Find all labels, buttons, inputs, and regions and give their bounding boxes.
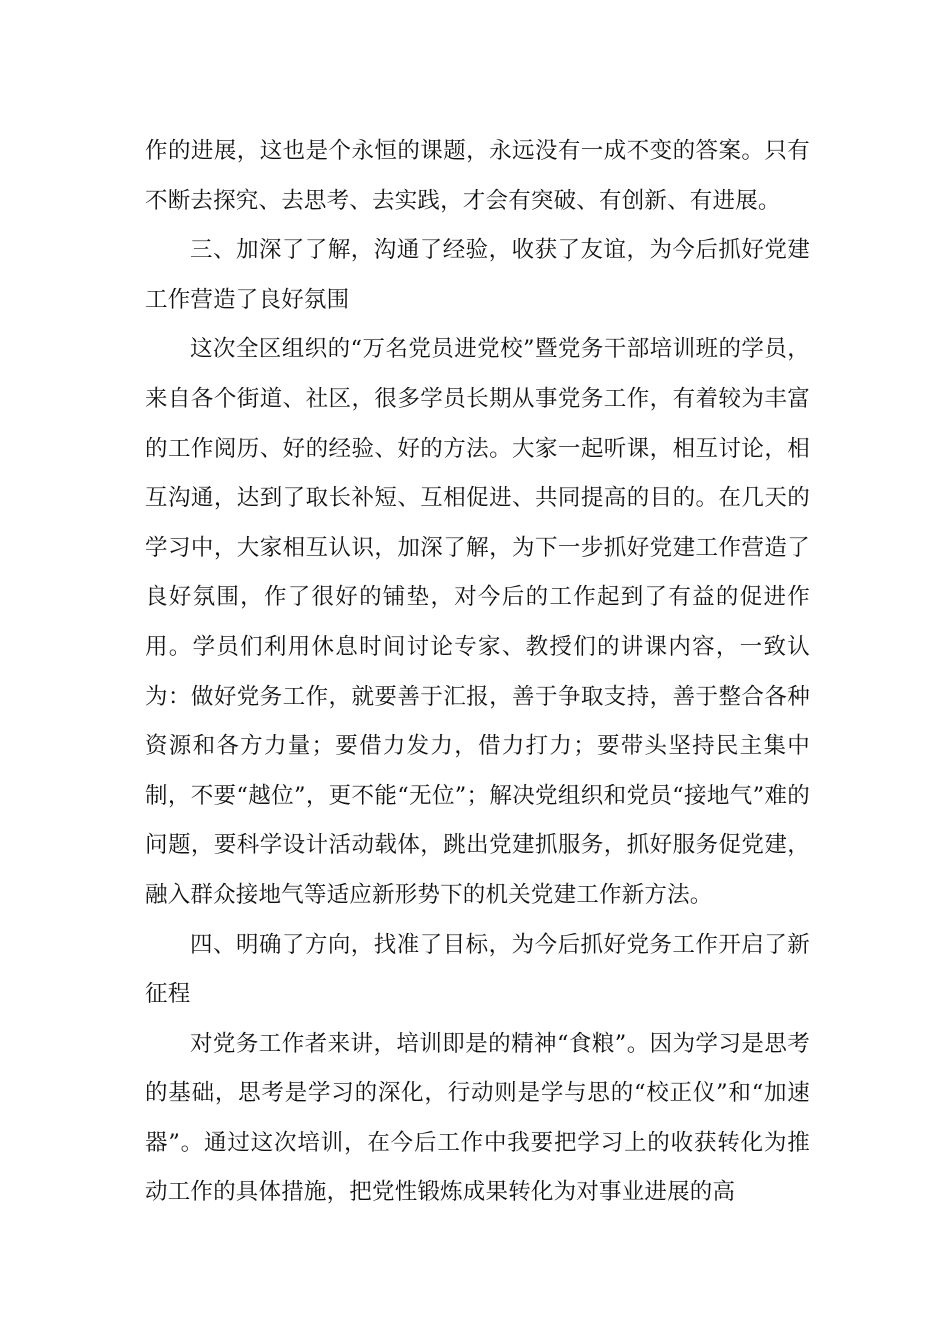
section-heading-four: 四、明确了方向，找准了目标，为今后抓好党务工作开启了新征程 [145,931,810,1008]
section-heading-three: 三、加深了了解，沟通了经验，收获了友谊，为今后抓好党建工作营造了良好氛围 [145,237,810,313]
paragraph-training-exchange: 这次全区组织的“万名党员进党校”暨党务干部培训班的学员，来自各个街道、社区，很多学员长期从事党务工作，有着较为丰富的工作阅历、好的经验、好的方法。大家一起听课，相互讨论，相互沟通，达到了取长补短、互相促进、共同提高的目的。在几天的学习中，大家相互认识，加深了解，为下一步抓好党建工作营造了良好氛围，作了很好的铺垫，对今后的工作起到了有益的促进作用。学员们利用休息时间讨论专家、教授们的讲课内容，一致认为：做好党务工作，就要善于汇报，善于争取支持，善于整合各种资源和各方力量；要借力发力，借力打力；要带头坚持民主集中制，不要“越位”，更不能“无位”；解决党组织和党员“接地气”难的问题，要科学设计活动载体，跳出党建抓服务，抓好服务促党建，融入群众接地气等适应新形势下的机关党建工作新方法。 [145,336,810,908]
document-body [145,127,810,1218]
paragraph-continuation: 作的进展，这也是个永恒的课题，永远没有一成不变的答案。只有不断去探究、去思考、去实践，才会有突破、有创新、有进展。 [145,138,810,214]
paragraph-spiritual-food: 对党务工作者来讲，培训即是的精神“食粮”。因为学习是思考的基础，思考是学习的深化，行动则是学与思的“校正仪”和“加速器”。通过这次培训，在今后工作中我要把学习上的收获转化为推动工作的具体措施，把党性锻炼成果转化为对事业进展的高 [145,1030,810,1206]
